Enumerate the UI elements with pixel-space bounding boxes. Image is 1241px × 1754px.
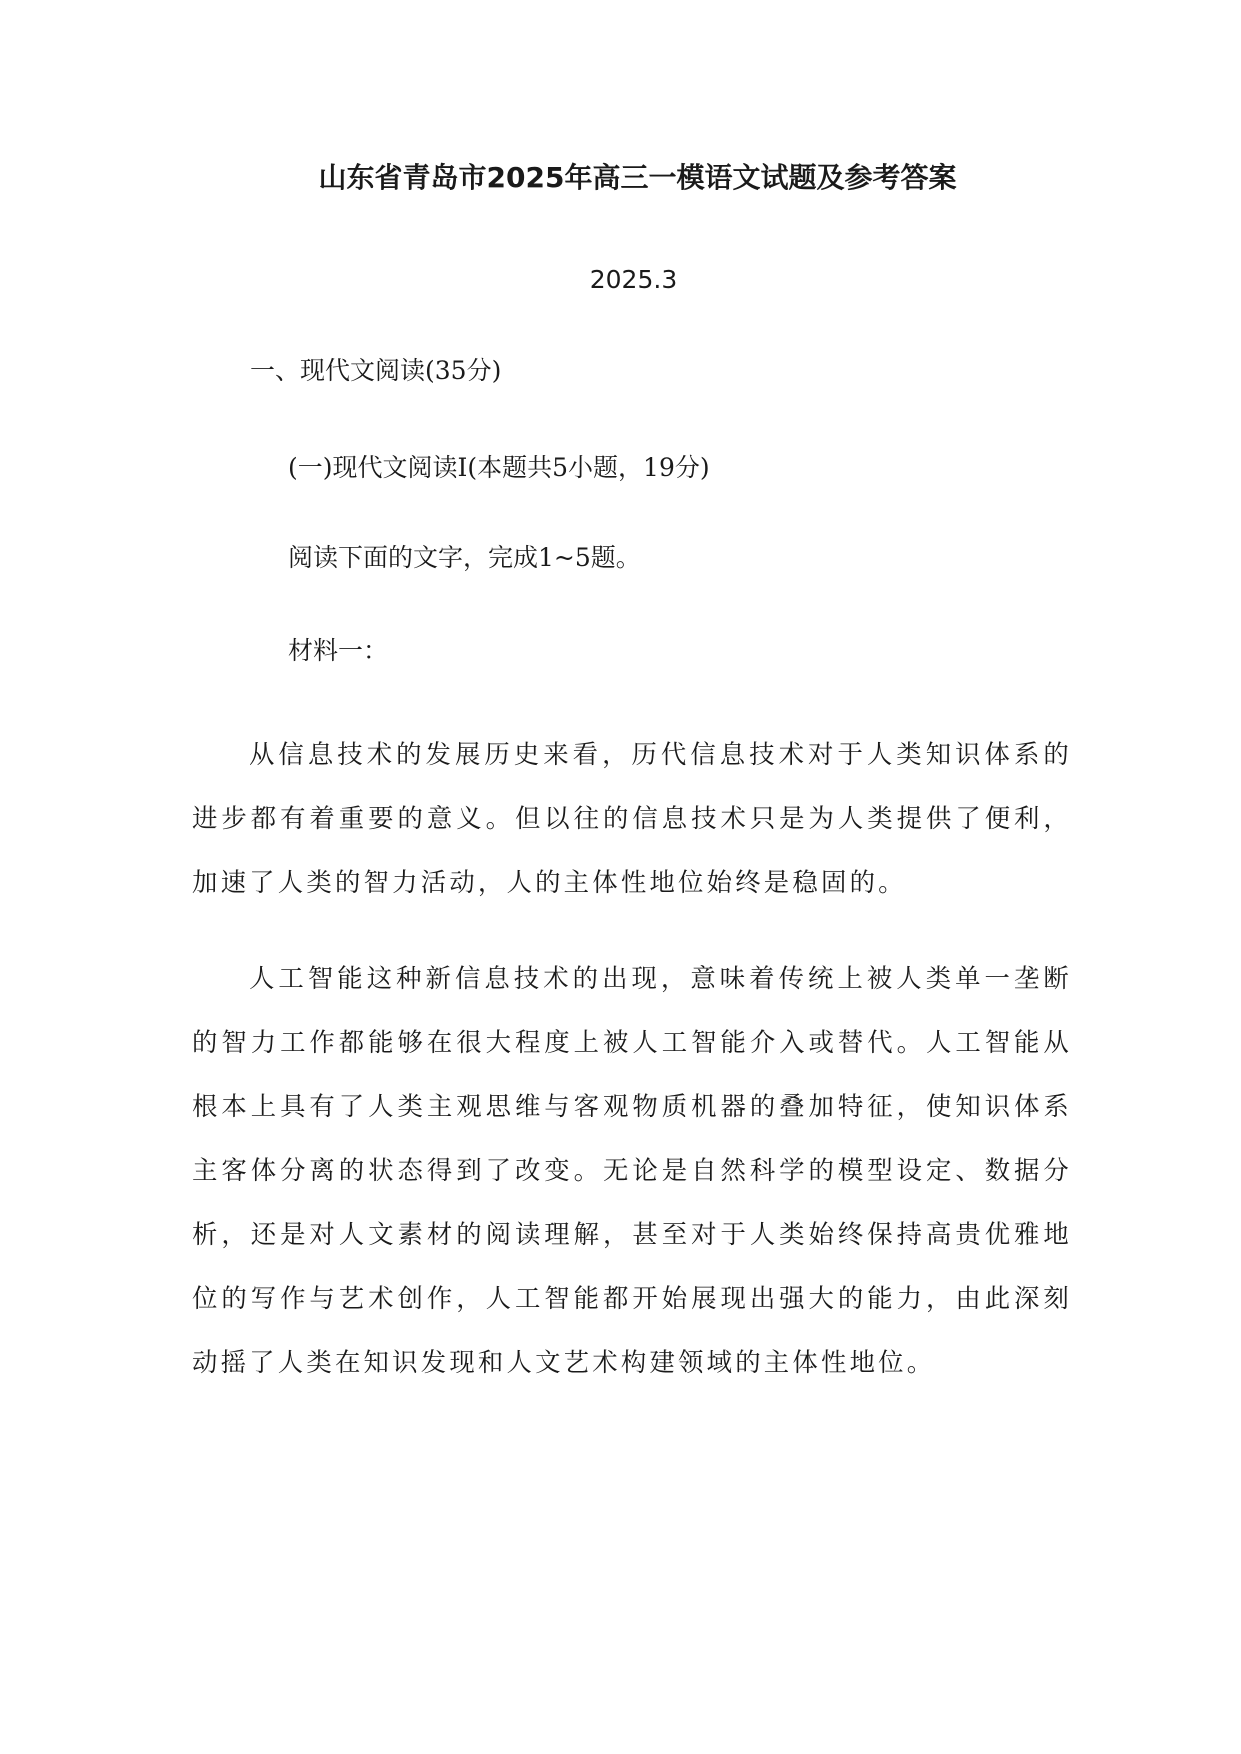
page-title: 山东省青岛市2025年高三一模语文试题及参考答案 — [318, 161, 957, 194]
reading-instruction: 阅读下面的文字，完成1~5题。 — [288, 543, 641, 572]
material-label: 材料一： — [288, 636, 389, 665]
body-paragraph-1: 从信息技术的发展历史来看，历代信息技术对于人类知识体系的进步都有着重要的意义。但以往的信息技术只是为人类提供了便利，加速了人类的智力活动，人的主体性地位始终是稳固的。 — [192, 739, 1072, 897]
document-date: 2025.3 — [589, 265, 678, 294]
body-paragraph-2: 人工智能这种新信息技术的出现，意味着传统上被人类单一垄断的智力工作都能够在很大程度上被人工智能介入或替代。人工智能从根本上具有了人类主观思维与客观物质机器的叠加特征，使知识体系主客体分离的状态得到了改变。无论是自然科学的模型设定、数据分析，还是对人文素材的阅读理解，甚至对于人类始终保持高贵优雅地位的写作与艺术创作，人工智能都开始展现出强大的能力，由此深刻动摇了人类在知识发现和人文艺术构建领域的主体性地位。 — [192, 963, 1072, 1377]
subsection-heading: (一)现代文阅读Ⅰ(本题共5小题，19分) — [288, 453, 710, 482]
section-heading: 一、现代文阅读(35分) — [250, 356, 502, 385]
